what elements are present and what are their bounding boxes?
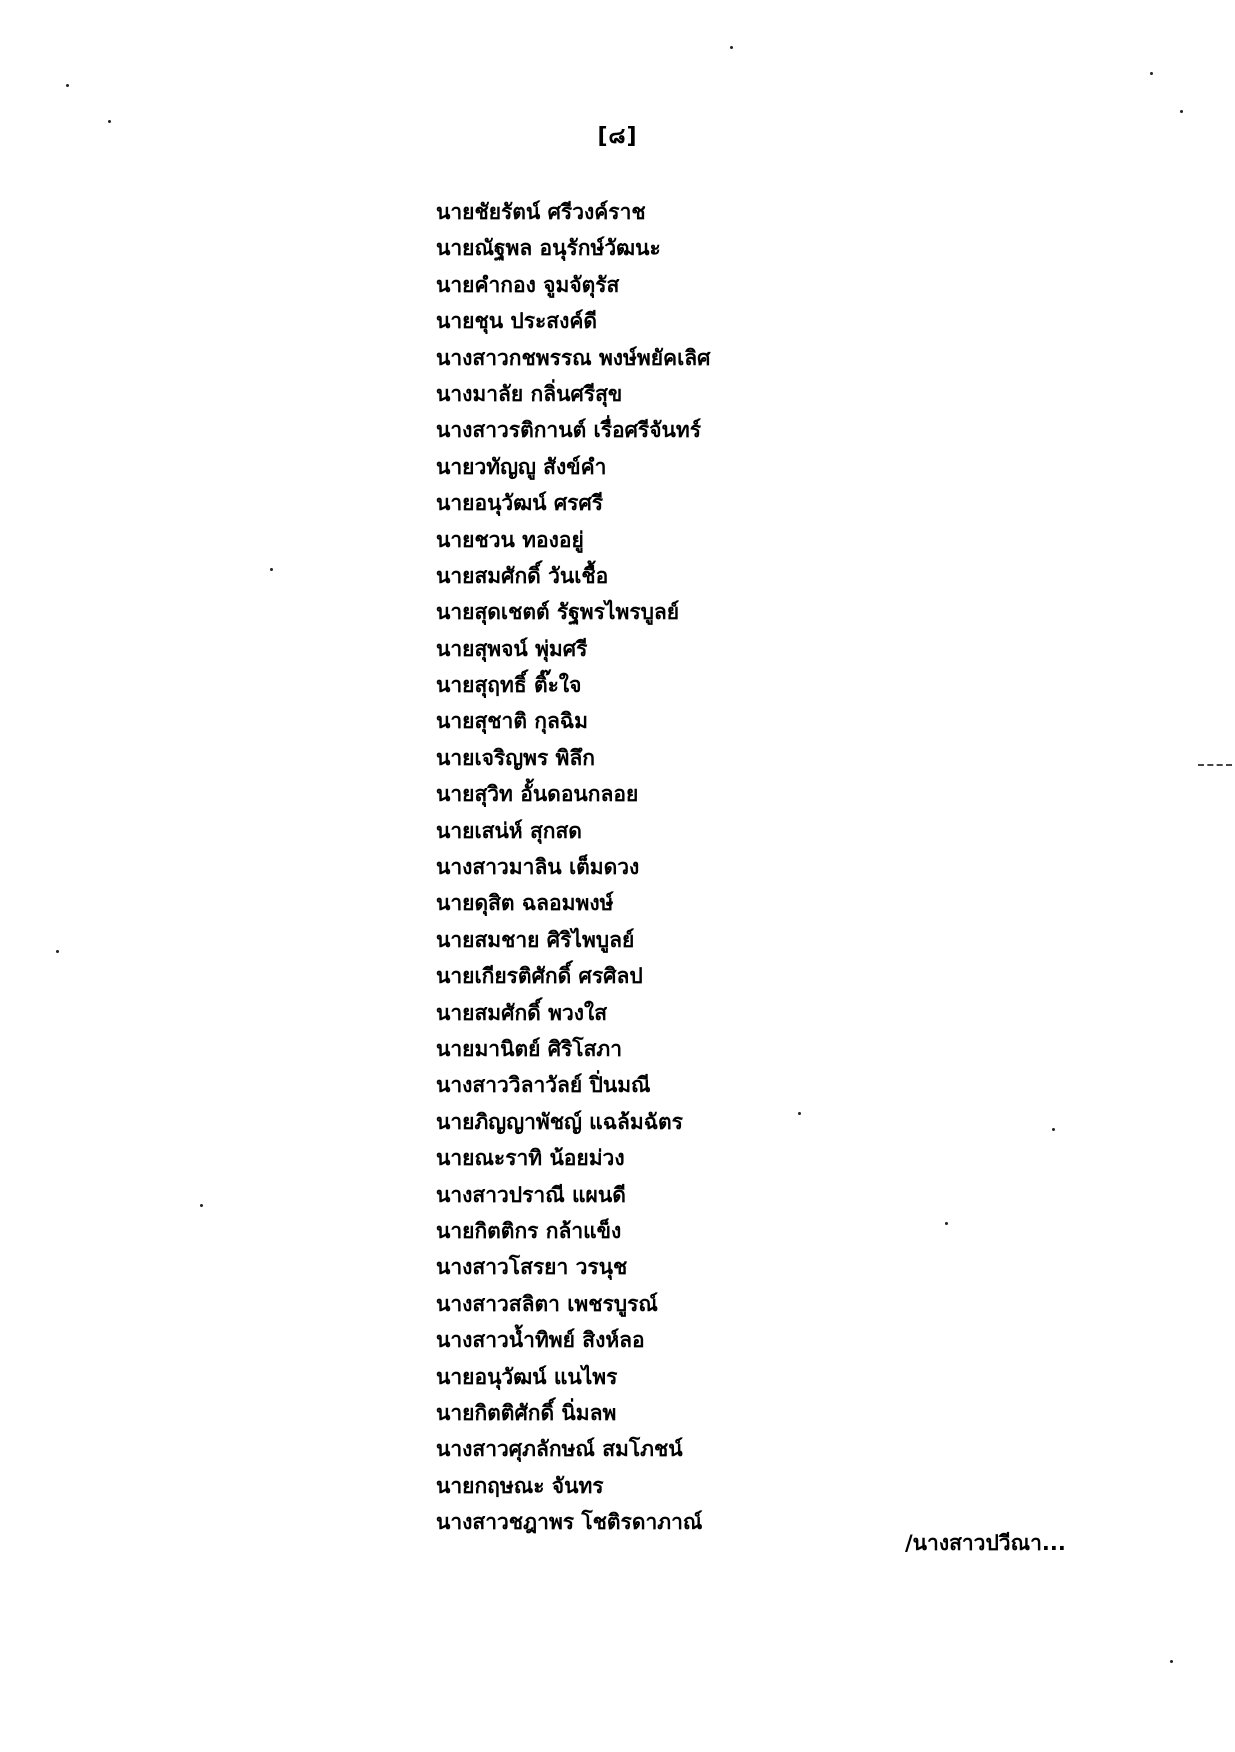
list-item: นายวทัญญู สังข์คำ xyxy=(436,454,607,479)
list-item: นายเจริญพร พิลึก xyxy=(436,745,595,770)
list-item: นายอนุวัฒน์ แนไพร xyxy=(436,1364,618,1389)
list-item: นายมานิตย์ ศิริโสภา xyxy=(436,1036,623,1061)
list-item: นายสุฤทธิ์ ติ๊ะใจ xyxy=(436,673,582,698)
list-item: นายคำกอง จูมจัตุรัส xyxy=(436,272,620,297)
list-item: นายกิตติศักดิ์ นิ่มลพ xyxy=(436,1400,617,1425)
scan-speck xyxy=(1052,1128,1055,1131)
scan-speck xyxy=(200,1204,203,1207)
page-number: [๘] xyxy=(597,124,638,149)
list-item: นายณะราทิ น้อยม่วง xyxy=(436,1146,625,1171)
list-item: นายเสน่ห์ สุกสด xyxy=(436,818,582,843)
scan-speck xyxy=(945,1222,948,1225)
list-item: นายภิญญาพัชญ์ แฉล้มฉัตร xyxy=(436,1109,683,1134)
list-item: นางสาวน้ำทิพย์ สิงห์ลอ xyxy=(436,1328,645,1353)
list-item: นายกิตติกร กล้าแข็ง xyxy=(436,1218,622,1243)
list-item: นายดุสิต ฉลอมพงษ์ xyxy=(436,891,614,916)
scan-margin-mark xyxy=(1198,764,1232,766)
scan-speck xyxy=(66,84,69,87)
list-item: นายเกียรติศักดิ์ ศรศิลป xyxy=(436,964,643,989)
scan-speck xyxy=(1170,1660,1173,1663)
list-item: นางสาวชฎาพร โชติรดาภาณ์ xyxy=(436,1510,703,1535)
list-item: นางสาววิลาวัลย์ ปิ่นมณี xyxy=(436,1073,651,1098)
list-item: นายสุดเชตต์ รัฐพรไพรบูลย์ xyxy=(436,600,680,625)
list-item: นายสมศักดิ์ พวงใส xyxy=(436,1000,608,1025)
scan-speck xyxy=(730,46,733,49)
list-item: นายสมชาย ศิริไพบูลย์ xyxy=(436,927,635,952)
list-item: นายกฤษณะ จันทร xyxy=(436,1473,604,1498)
list-item: นายชวน ทองอยู่ xyxy=(436,527,584,552)
list-item: นางสาวกชพรรณ พงษ์พยัคเลิศ xyxy=(436,345,711,370)
list-item: นางสาวศุภลักษณ์ สมโภชน์ xyxy=(436,1437,683,1462)
name-list xyxy=(436,194,710,1540)
list-item: นายสุวิท อั้นดอนกลอย xyxy=(436,782,639,807)
scan-speck xyxy=(1150,72,1153,75)
scan-speck xyxy=(108,120,111,123)
list-item: นางสาวมาลิน เต็มดวง xyxy=(436,855,640,880)
scan-speck xyxy=(798,1112,801,1115)
list-item: นายสมศักดิ์ วันเชื้อ xyxy=(436,563,609,588)
continuation-note: /นางสาวปวีณา... xyxy=(905,1531,1066,1555)
list-item: นายสุพจน์ พุ่มศรี xyxy=(436,636,588,661)
list-item: นายสุชาติ กุลฉิม xyxy=(436,709,588,734)
list-item: นายชุน ประสงค์ดี xyxy=(436,309,598,334)
scan-speck xyxy=(56,950,59,953)
list-item: นางสาวสลิตา เพชรบูรณ์ xyxy=(436,1291,658,1316)
scan-speck xyxy=(1180,110,1183,113)
list-item: นายชัยรัตน์ ศรีวงค์ราช xyxy=(436,200,646,224)
scan-speck xyxy=(270,568,273,571)
list-item: นางสาวรติกานต์ เรื่อศรีจันทร์ xyxy=(436,418,701,443)
list-item: นางมาลัย กลิ่นศรีสุข xyxy=(436,381,623,406)
list-item: นายอนุวัฒน์ ศรศรี xyxy=(436,491,604,516)
list-item: นายณัฐพล อนุรักษ์วัฒนะ xyxy=(436,236,661,261)
list-item: นางสาวโสรยา วรนุช xyxy=(436,1255,628,1280)
list-item: นางสาวปราณี แผนดี xyxy=(436,1182,626,1207)
